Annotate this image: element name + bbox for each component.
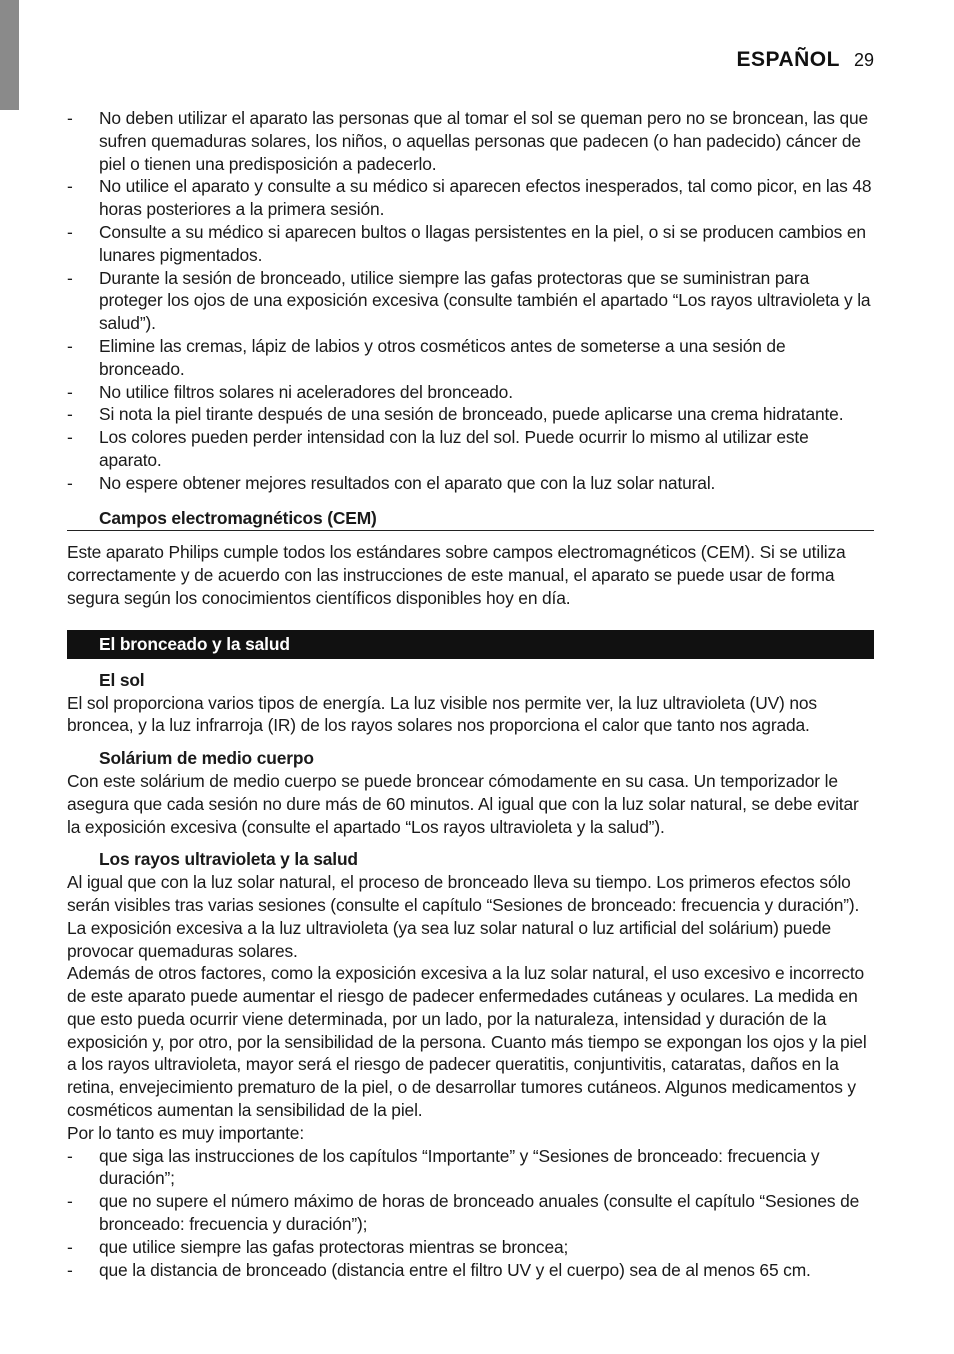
list-item: - No deben utilizar el aparato las personas que al tomar el sol se queman pero no se broncean, las que sufren quemaduras solares, los niños, o aquellas personas que padecen (o han padecido) cáncer de piel o tienen una predisposición a padecerlo. (67, 107, 874, 175)
uv-important-list (67, 1145, 874, 1282)
uv-paragraph-2: La exposición excesiva a la luz ultravioleta (ya sea luz solar natural o luz artificial del solárium) puede provocar quemaduras solares. (67, 917, 832, 961)
emf-paragraph: Este aparato Philips cumple todos los estándares sobre campos electromagnéticos (CEM). Si se utiliza correctamente y de acuerdo con las instrucciones de este manual, el aparato se puede usar de forma segura según los conocimientos científicos disponibles hoy en día. (67, 542, 846, 608)
list-item: - No utilice filtros solares ni aceleradores del bronceado. (67, 381, 874, 404)
list-item: - que la distancia de bronceado (distancia entre el filtro UV y el cuerpo) sea de al menos 65 cm. (67, 1259, 874, 1282)
uv-paragraph-1: Al igual que con la luz solar natural, el proceso de bronceado lleva su tiempo. Los primeros efectos sólo serán visibles tras varias sesiones (consulte el capítulo “Sesiones de bronceado: frecuencia y duración”). (67, 872, 860, 915)
page-content (67, 107, 874, 1281)
emf-heading: Campos electromagnéticos (CEM) (67, 507, 874, 532)
page-header (737, 48, 875, 72)
list-item: - Consulte a su médico si aparecen bultos o llagas persistentes en la piel, o si se producen cambios en lunares pigmentados. (67, 221, 874, 267)
sun-heading: El sol (99, 669, 145, 690)
solarium-paragraph: Con este solárium de medio cuerpo se puede broncear cómodamente en su casa. Un temporizador le asegura que cada sesión no dure más de 60 minutos. Al igual que con la luz solar natural, se debe evitar la exposición excesiva (consulte el apartado “Los rayos ultravioleta y la salud”). (67, 770, 859, 837)
warnings-list (67, 107, 874, 495)
uv-paragraph-4: Por lo tanto es muy importante: (67, 1122, 305, 1143)
list-item: - Si nota la piel tirante después de una sesión de bronceado, puede aplicarse una crema hidratante. (67, 403, 874, 426)
list-item: - Los colores pueden perder intensidad con la luz del sol. Puede ocurrir lo mismo al utilizar este aparato. (67, 426, 874, 472)
side-tab-marker (0, 0, 19, 110)
list-item: - Elimine las cremas, lápiz de labios y otros cosméticos antes de someterse a una sesión de bronceado. (67, 335, 874, 381)
language-label: ESPAÑOL (736, 48, 840, 71)
list-item: - que utilice siempre las gafas protectoras mientras se broncea; (67, 1236, 874, 1259)
list-item: - No utilice el aparato y consulte a su médico si aparecen efectos inesperados, tal como picor, en las 48 horas posteriores a la primera sesión. (67, 175, 874, 221)
page-number: 29 (853, 50, 874, 70)
section-title-bar: El bronceado y la salud (67, 630, 874, 659)
sun-paragraph: El sol proporciona varios tipos de energía. La luz visible nos permite ver, la luz ultravioleta (UV) nos broncea, y la luz infrarroja (IR) de los rayos solares nos proporciona el calor que tanto nos agrada. (67, 692, 817, 736)
uv-heading: Los rayos ultravioleta y la salud (99, 849, 358, 870)
uv-paragraph-3: Además de otros factores, como la exposición excesiva a la luz solar natural, el uso excesivo e incorrecto de este aparato puede aumentar el riesgo de padecer enfermedades cutáneas y oculares. La medida en que esto pueda ocurrir viene determinada, por un lado, por la naturaleza, intensidad y duración de la exposición y, por otro, por la sensibilidad de la persona. Cuanto más tiempo se expongan los ojos y la piel a los rayos ultravioleta, mayor será el riesgo de padecer queratitis, conjuntivitis, cataratas, daños en la retina, envejecimiento prematuro de la piel, o de desarrollar tumores cutáneos. Algunos medicamentos y cosméticos aumentan la sensibilidad de la piel. (67, 963, 867, 1121)
list-item: - Durante la sesión de bronceado, utilice siempre las gafas protectoras que se suministran para proteger los ojos de una exposición excesiva (consulte también el apartado “Los rayos ultravioleta y la salud”). (67, 267, 874, 335)
list-item: - que siga las instrucciones de los capítulos “Importante” y “Sesiones de bronceado: frecuencia y duración”; (67, 1145, 874, 1191)
list-item: - No espere obtener mejores resultados con el aparato que con la luz solar natural. (67, 472, 874, 495)
list-item: - que no supere el número máximo de horas de bronceado anuales (consulte el capítulo “Sesiones de bronceado: frecuencia y duración”); (67, 1190, 874, 1236)
solarium-heading: Solárium de medio cuerpo (99, 748, 314, 769)
